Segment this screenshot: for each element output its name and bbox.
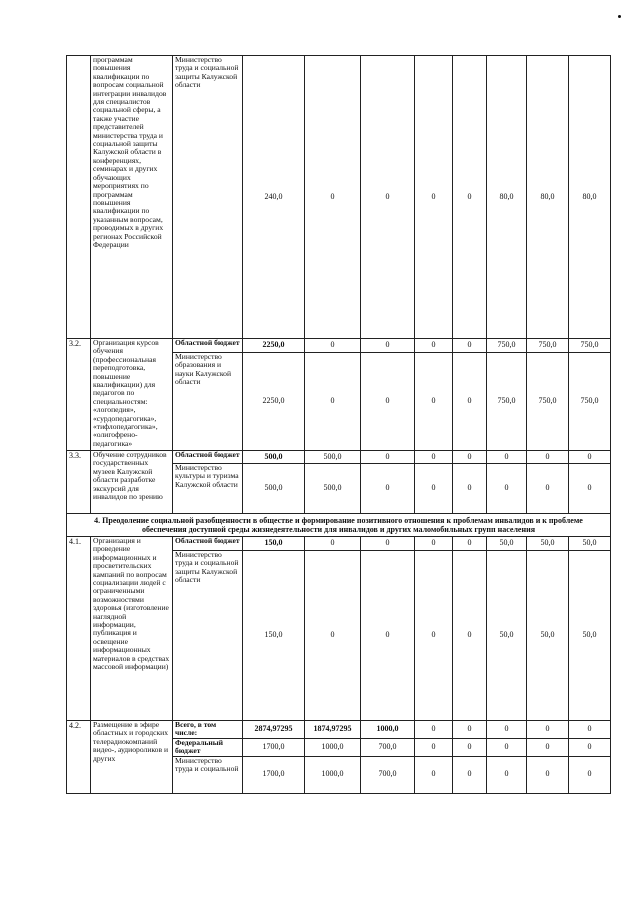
funding-source: Федеральный бюджет (173, 738, 243, 756)
activity-number: 3.2. (67, 339, 91, 451)
funding-value: 0 (569, 756, 611, 793)
funding-value: 0 (361, 339, 415, 353)
funding-source: Министерство образования и науки Калужской области (173, 353, 243, 451)
funding-value: 240,0 (243, 56, 305, 339)
funding-value: 0 (305, 56, 361, 339)
funding-value: 0 (415, 339, 453, 353)
section-header-row (67, 514, 611, 537)
funding-value: 0 (453, 721, 487, 739)
funding-value: 1874,97295 (305, 721, 361, 739)
activity-name: программам повышения квалификации по вопросам социальной интеграции инвалидов для специалистов социальной сферы, а также участие представителей министерства труда и социальной защиты Калужской области в конференциях, семинарах и других обучающих мероприятиях по программам повышения квалификации по указанным вопросам, проводимых в других регионах Российской Федерации (91, 56, 173, 339)
funding-value: 50,0 (487, 551, 527, 721)
funding-value: 0 (453, 756, 487, 793)
funding-value: 0 (415, 756, 453, 793)
funding-value: 0 (453, 353, 487, 451)
funding-value: 0 (453, 551, 487, 721)
funding-value: 0 (453, 464, 487, 514)
activity-number: 4.2. (67, 721, 91, 794)
funding-value: 50,0 (527, 537, 569, 551)
funding-source: Областной бюджет (173, 451, 243, 464)
activity-number: 3.3. (67, 451, 91, 514)
activity-row (67, 721, 611, 739)
activity-number: 4.1. (67, 537, 91, 721)
funding-value: 700,0 (361, 756, 415, 793)
funding-source: Министерство труда и социальной защиты Калужской области (173, 551, 243, 721)
funding-value: 0 (487, 721, 527, 739)
funding-value: 750,0 (569, 339, 611, 353)
funding-value: 1000,0 (305, 756, 361, 793)
funding-value: 0 (415, 451, 453, 464)
funding-value: 0 (527, 464, 569, 514)
funding-source: Министерство труда и социальной (173, 756, 243, 793)
funding-value: 1700,0 (243, 738, 305, 756)
funding-value: 0 (305, 537, 361, 551)
funding-value: 500,0 (305, 464, 361, 514)
activity-row (67, 56, 611, 339)
funding-value: 0 (415, 464, 453, 514)
funding-value: 750,0 (527, 353, 569, 451)
program-activities-table (66, 55, 611, 794)
activity-name: Организация курсов обучения (профессиональная переподготовка, повышение квалификации) для педагогов по специальностям: «логопедия», «сурдопедагогика», «тифлопедагогика», «олигофрено-педагогика» (91, 339, 173, 451)
funding-value: 500,0 (305, 451, 361, 464)
funding-value: 0 (415, 537, 453, 551)
funding-value: 0 (305, 353, 361, 451)
funding-source: Областной бюджет (173, 537, 243, 551)
funding-value: 0 (569, 738, 611, 756)
funding-value: 0 (453, 451, 487, 464)
funding-value: 0 (361, 537, 415, 551)
funding-value: 50,0 (527, 551, 569, 721)
funding-value: 500,0 (243, 451, 305, 464)
funding-source: Министерство труда и социальной защиты Калужской области (173, 56, 243, 339)
funding-value: 750,0 (487, 353, 527, 451)
funding-value: 0 (527, 451, 569, 464)
funding-value: 0 (415, 721, 453, 739)
funding-value: 150,0 (243, 551, 305, 721)
activity-name: Обучение сотрудников государственных музеев Калужской области разработке экскурсий для инвалидов по зрению (91, 451, 173, 514)
funding-value: 1000,0 (305, 738, 361, 756)
funding-value: 0 (527, 756, 569, 793)
funding-value: 0 (453, 537, 487, 551)
funding-value: 50,0 (569, 551, 611, 721)
funding-value: 0 (527, 721, 569, 739)
funding-value: 80,0 (527, 56, 569, 339)
funding-value: 1700,0 (243, 756, 305, 793)
funding-value: 0 (415, 738, 453, 756)
funding-value: 750,0 (527, 339, 569, 353)
funding-value: 0 (569, 451, 611, 464)
funding-value: 150,0 (243, 537, 305, 551)
funding-value: 0 (305, 551, 361, 721)
program-table-page (66, 55, 610, 794)
funding-source: Всего, в том числе: (173, 721, 243, 739)
activity-row (67, 339, 611, 353)
activity-name: Размещение в эфире областных и городских телерадиокомпаний видео-, аудиороликов и других (91, 721, 173, 794)
funding-value: 0 (415, 353, 453, 451)
funding-value: 0 (527, 738, 569, 756)
funding-value: 0 (487, 756, 527, 793)
funding-value: 0 (487, 451, 527, 464)
funding-value: 0 (453, 56, 487, 339)
funding-value: 2250,0 (243, 339, 305, 353)
funding-value: 750,0 (569, 353, 611, 451)
section-title: 4. Преодоление социальной разобщенности в обществе и формирование позитивного отношения к проблемам инвалидов и к проблеме обеспечения доступной среды жизнедеятельности для инвалидов и других маломобильных групп населения (67, 514, 611, 537)
funding-source: Министерство культуры и туризма Калужской области (173, 464, 243, 514)
activity-number (67, 56, 91, 339)
funding-value: 0 (361, 451, 415, 464)
funding-value: 0 (415, 551, 453, 721)
funding-value: 0 (361, 56, 415, 339)
funding-value: 2250,0 (243, 353, 305, 451)
funding-value: 0 (487, 464, 527, 514)
funding-value: 0 (569, 464, 611, 514)
funding-value: 500,0 (243, 464, 305, 514)
funding-value: 0 (569, 721, 611, 739)
funding-value: 700,0 (361, 738, 415, 756)
funding-value: 0 (361, 464, 415, 514)
funding-value: 1000,0 (361, 721, 415, 739)
activity-row (67, 537, 611, 551)
funding-value: 750,0 (487, 339, 527, 353)
funding-value: 0 (453, 738, 487, 756)
funding-value: 0 (453, 339, 487, 353)
funding-value: 50,0 (569, 537, 611, 551)
funding-value: 80,0 (569, 56, 611, 339)
funding-value: 2874,97295 (243, 721, 305, 739)
activity-name: Организация и проведение информационных и просветительских кампаний по вопросам социализации людей с ограниченными возможностями здоровья (изготовление наглядной информации, публикация и освещение информационных материалов в средствах массовой информации) (91, 537, 173, 721)
funding-value: 0 (487, 738, 527, 756)
funding-source: Областной бюджет (173, 339, 243, 353)
funding-value: 0 (305, 339, 361, 353)
funding-value: 0 (415, 56, 453, 339)
funding-value: 80,0 (487, 56, 527, 339)
page-mark (618, 15, 621, 18)
funding-value: 0 (361, 551, 415, 721)
funding-value: 50,0 (487, 537, 527, 551)
activity-row (67, 451, 611, 464)
funding-value: 0 (361, 353, 415, 451)
